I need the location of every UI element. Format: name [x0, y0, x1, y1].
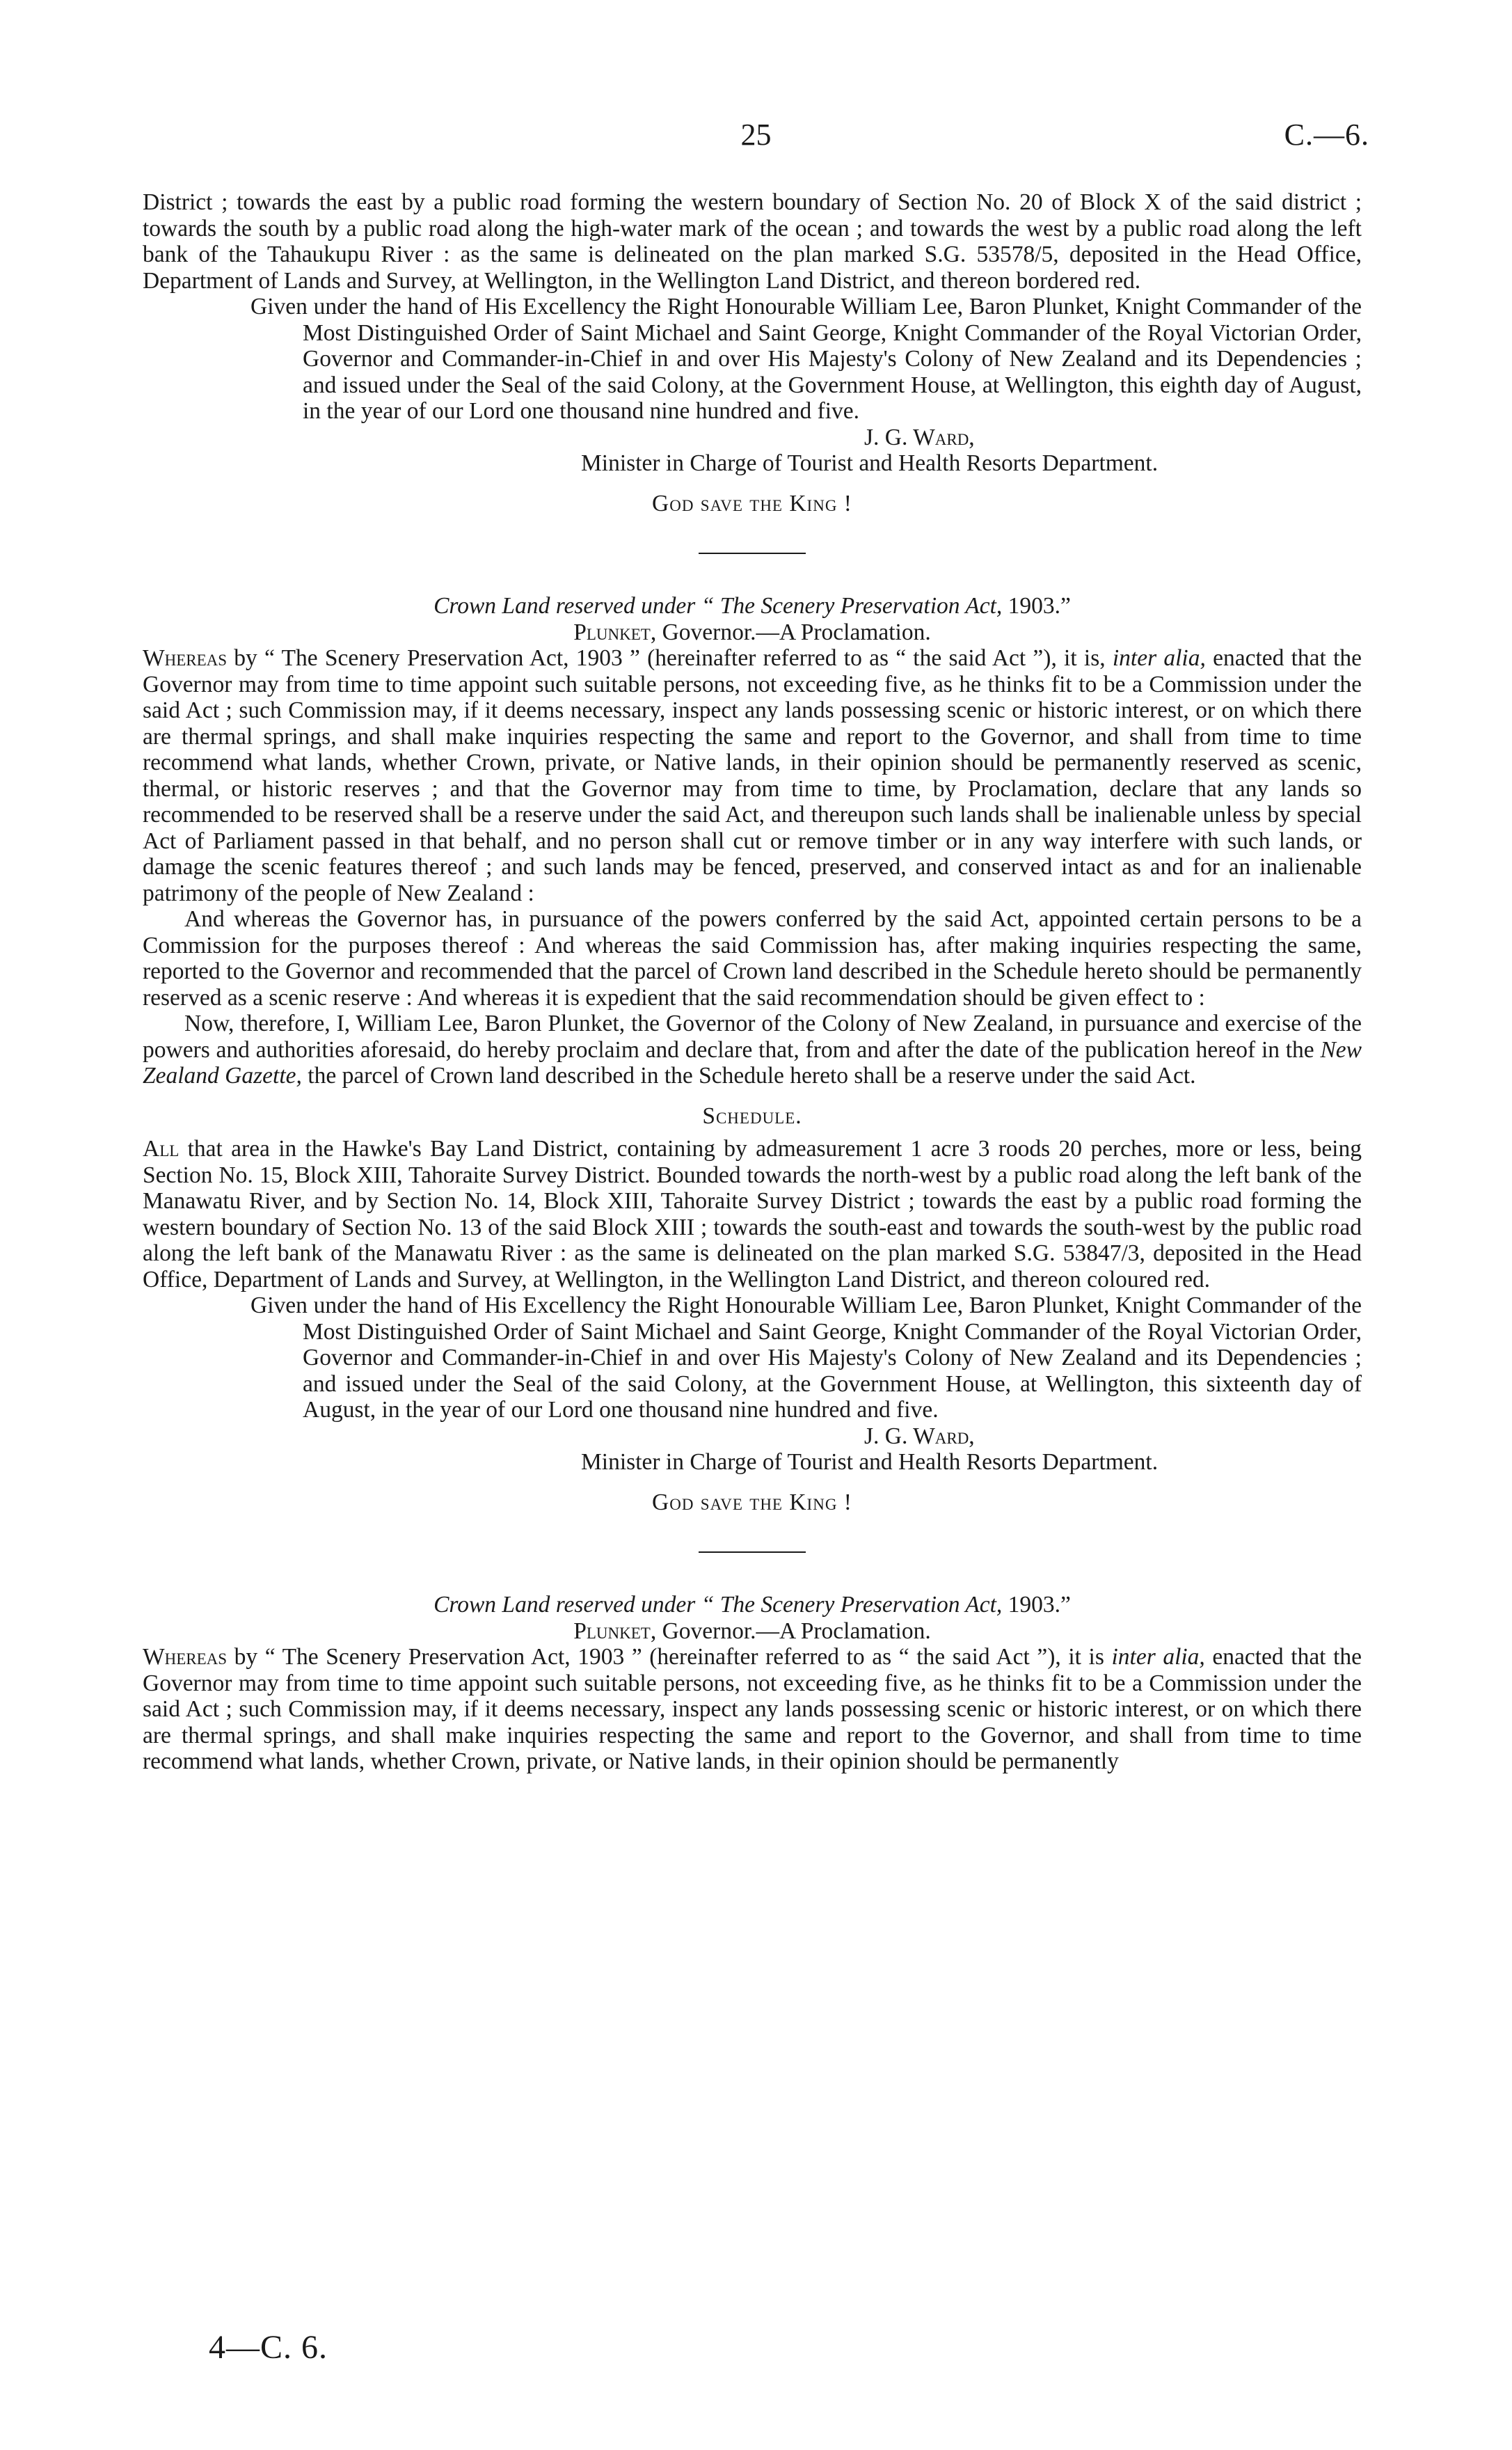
now-text-b: the parcel of Crown land described in the Schedule hereto shall be a reserve under the said Act.	[301, 1063, 1196, 1089]
page-content	[143, 189, 1362, 1775]
schedule-heading: Schedule.	[702, 1102, 802, 1129]
schedule-paragraph	[143, 1136, 1362, 1293]
title-year: 1903.	[1008, 1592, 1061, 1618]
proclamation-title	[143, 1592, 1362, 1618]
signatory-title: Minister in Charge of Tourist and Health Resorts Department.	[581, 450, 1159, 476]
given-under-hand: Given under the hand of His Excellency the Right Honourable William Lee, Baron Plunket, Knight Commander of the Most Distinguished Order of Saint Michael and Saint George, Knight Commander of the Royal Victorian Order, Governor and Commander-in-Chief in and over His Majesty's Colony of New Zealand and its Dependencies ; and issued under the Seal of the said Colony, at the Government House, at Wellington, this eighth day of August, in the year of our Lord one thousand nine hundred and five.	[250, 294, 1362, 424]
all-word: All	[143, 1136, 180, 1162]
schedule-text: that area in the Hawke's Bay Land District, containing by admeasurement 1 acre 3 roods 20 perches, more or less, being Section No. 15, Block XIII, Tahoraite Survey District. Bounded towards the north-west by a public road along the left bank of the Manawatu River, and by Section No. 14, Block XIII, Tahoraite Survey District ; towards the east by a public road forming the western boundary of Section No. 13 of the said Block XIII ; towards the south-east and towards the south-west by the public road along the left bank of the Manawatu River : as the same is delineated on the plan marked S.G. 53847/3, deposited in the Head Office, Department of Lands and Survey, at Wellington, in the Wellington Land District, and thereon coloured red.	[143, 1136, 1362, 1293]
page-number: 25	[740, 118, 772, 152]
now-therefore-paragraph	[143, 1011, 1362, 1089]
section-divider	[699, 553, 806, 554]
inter-alia: inter alia,	[1112, 645, 1206, 671]
god-save-the-king: God save the King !	[652, 1489, 852, 1515]
title-close-quote: ”	[1060, 1592, 1071, 1618]
title-text: Crown Land reserved under “ The Scenery Preservation Act,	[433, 593, 1008, 619]
proclamation-label: Governor.—A Proclamation.	[656, 619, 931, 645]
proclamation-label: Governor.—A Proclamation.	[656, 1618, 931, 1644]
and-whereas-paragraph: And whereas the Governor has, in pursuance of the powers conferred by the said Act, appointed certain persons to be a Commission for the purposes thereof : And whereas the said Commission has, after making inquiries respecting the same, reported to the Governor and recommended that the parcel of Crown land described in the Schedule hereto should be permanently reserved as a scenic reserve : And whereas it is expedient that the said recommendation should be given effect to :	[143, 906, 1362, 1011]
page-header	[143, 117, 1369, 159]
signatory-title: Minister in Charge of Tourist and Health Resorts Department.	[581, 1449, 1159, 1475]
governor-name: Plunket,	[573, 1618, 657, 1644]
document-reference: C.—6.	[1284, 118, 1369, 152]
continued-proclamation	[143, 189, 1362, 516]
now-text-a: Now, therefore, I, William Lee, Baron Plunket, the Governor of the Colony of New Zealand, in pursuance and exercise of the powers and authorities aforesaid, do hereby proclaim and declare that, from and after the date of the publication hereof in the	[143, 1011, 1362, 1063]
signature-reference: 4—C. 6.	[209, 2329, 328, 2366]
whereas-paragraph	[143, 1644, 1362, 1775]
governor-name: Plunket,	[573, 619, 657, 645]
whereas-word: Whereas	[143, 1644, 228, 1670]
proclamation-title	[143, 593, 1362, 619]
proclamation-tahoraite	[143, 593, 1362, 1515]
proclamation-heading	[143, 619, 1362, 646]
whereas-text-b: enacted that the Governor may from time to time appoint such suitable persons, not exceeding five, as he thinks fit to be a Commission under the said Act ; such Commission may, if it deems necessary, inspect any lands possessing scenic or historic interest, or on which there are thermal springs, and shall make inquiries respecting the same and report to the Governor, and shall from time to time recommend what lands, whether Crown, private, or Native lands, in their opinion should be permanently reserved as scenic, thermal, or historic reserves ; and that the Governor may from time to time, by Proclamation, declare that any lands so recommended to be reserved shall be a reserve under the said Act, and thereupon such lands shall be inalienable unless by special Act of Parliament passed in that behalf, and no person shall cut or remove timber or in any way interfere with such lands, or damage the scenic features thereof ; and such lands may be fenced, preserved, and conserved intact as and for an inalienable patrimony of the people of New Zealand :	[143, 645, 1362, 906]
title-text: Crown Land reserved under “ The Scenery Preservation Act,	[433, 1592, 1008, 1618]
schedule-continuation: District ; towards the east by a public road forming the western boundary of Section No. 20 of Block X of the said district ; towards the south by a public road along the high-water mark of the ocean ; and towards the west by a public road along the left bank of the Tahaukupu River : as the same is delineated on the plan marked S.G. 53578/5, deposited in the Head Office, Department of Lands and Survey, at Wellington, in the Wellington Land District, and thereon bordered red.	[143, 189, 1362, 294]
title-year: 1903.	[1008, 593, 1061, 619]
signatory-name: J. G. Ward,	[864, 1423, 975, 1449]
title-close-quote: ”	[1060, 593, 1071, 619]
proclamation-continued-next-page	[143, 1592, 1362, 1775]
section-divider	[699, 1551, 806, 1553]
whereas-paragraph	[143, 645, 1362, 906]
proclamation-heading	[143, 1618, 1362, 1645]
whereas-text-b: enacted that the Governor may from time to time appoint such suitable persons, not exceeding five, as he thinks fit to be a Commission under the said Act ; such Commission may, if it deems necessary, inspect any lands possessing scenic or historic interest, or on which there are thermal springs, and shall make inquiries respecting the same and report to the Governor, and shall from time to time recommend what lands, whether Crown, private, or Native lands, in their opinion should be permanently	[143, 1644, 1362, 1774]
whereas-text-a: by “ The Scenery Preservation Act, 1903 ” (hereinafter referred to as “ the said Act ”), it is,	[227, 645, 1113, 671]
whereas-text-a: by “ The Scenery Preservation Act, 1903 ” (hereinafter referred to as “ the said Act ”), it is	[227, 1644, 1112, 1670]
gazette-name: New Zealand Gazette,	[143, 1036, 1362, 1089]
given-under-hand: Given under the hand of His Excellency the Right Honourable William Lee, Baron Plunket, Knight Commander of the Most Distinguished Order of Saint Michael and Saint George, Knight Commander of the Royal Victorian Order, Governor and Commander-in-Chief in and over His Majesty's Colony of New Zealand and its Dependencies ; and issued under the Seal of the said Colony, at the Government House, at Wellington, this sixteenth day of August, in the year of our Lord one thousand nine hundred and five.	[250, 1293, 1362, 1423]
signatory-name: J. G. Ward,	[864, 424, 975, 450]
inter-alia: inter alia,	[1111, 1644, 1205, 1670]
whereas-word: Whereas	[143, 645, 228, 671]
god-save-the-king: God save the King !	[652, 490, 852, 516]
